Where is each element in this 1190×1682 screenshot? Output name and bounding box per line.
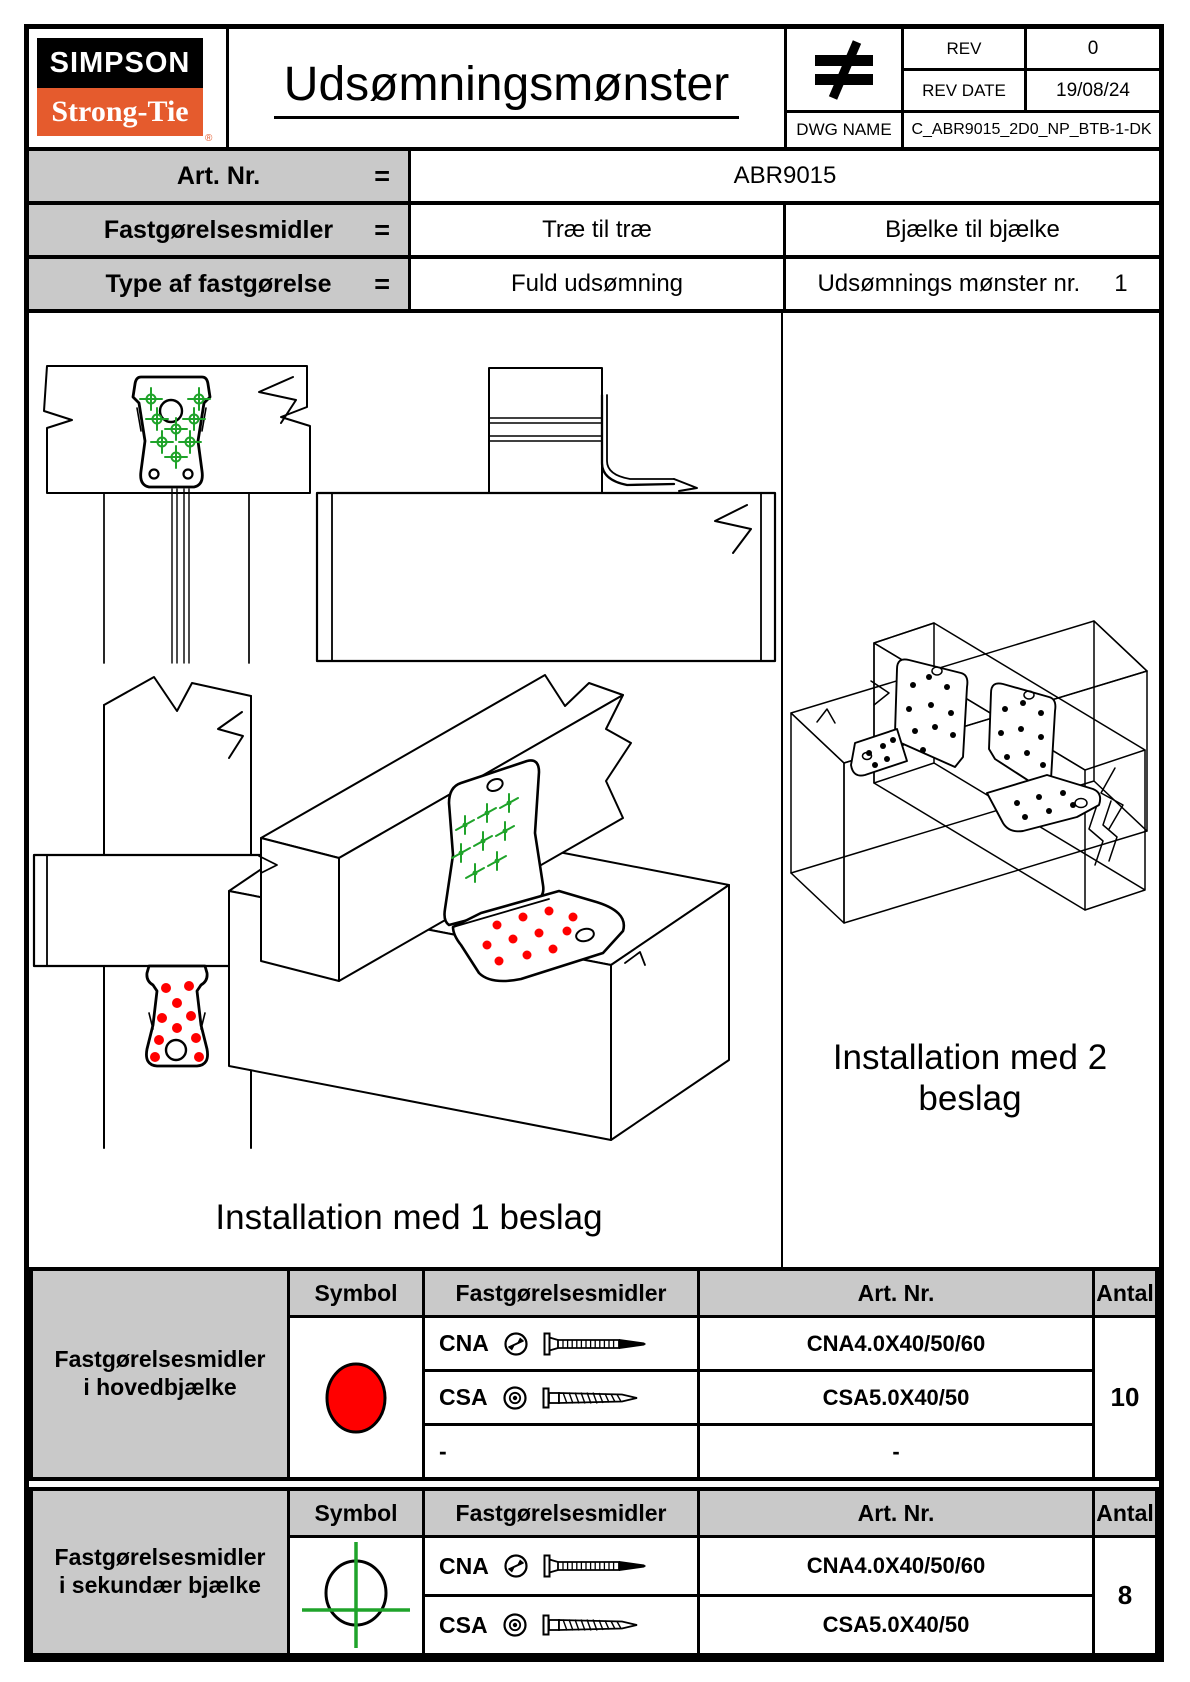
nail-drawing-icon [543,1331,648,1357]
fastener-row-csa [425,1372,697,1423]
pattern-number-cell [783,259,1159,309]
info-label-text: Type af fastgørelse [105,269,332,298]
section-label-line1: Fastgørelsesmidler [54,1544,266,1571]
simpson-logo-box: SIMPSON [37,38,203,88]
fastener-code: CNA [439,1552,489,1579]
sheet-header [29,29,1159,147]
fastener-row-empty: - [425,1426,697,1477]
rev-date-value: 19/08/24 [1027,71,1159,110]
rev-value: 0 [1027,29,1159,68]
green-crosshair-circle-symbol [290,1538,422,1653]
caption-one-bracket: Installation med 1 beslag [215,1198,603,1237]
info-row-art-nr [29,151,1159,201]
title-block [787,29,1159,147]
column-header-qty: Antal [1095,1491,1155,1535]
column-header-fastener: Fastgørelsesmidler [425,1491,697,1535]
projection-not-equal-icon [787,29,901,110]
qty-value-main-beam: 10 [1095,1318,1155,1477]
wood-to-wood-value: Træ til træ [542,216,652,243]
art-nr-value: CNA4.0X40/50/60 [700,1538,1092,1594]
fastener-code: CSA [439,1611,488,1638]
caption-two-brackets [780,1037,1160,1120]
info-label-text: Fastgørelsesmidler [103,215,334,244]
sheet-title [229,29,787,147]
sheet-title-text: Udsømningsmønster [274,57,739,119]
fastener-code: CSA [439,1384,488,1410]
info-label [29,259,411,309]
dwg-name-value: C_ABR9015_2D0_NP_BTB-1-DK [904,113,1159,147]
art-nr-value: CSA5.0X40/50 [700,1372,1092,1423]
sheet-frame [24,24,1164,1662]
column-header-fastener: Fastgørelsesmidler [425,1271,697,1315]
rev-date-label: REV DATE [904,71,1024,110]
screw-drawing-icon [542,1612,647,1638]
fastener-code: CNA [439,1330,489,1356]
pattern-number-value: 1 [1114,270,1128,297]
column-header-symbol: Symbol [290,1271,422,1315]
beam-to-beam-value: Bjælke til bjælke [783,205,1159,255]
side-view-drawing [317,368,775,661]
isometric-one-bracket-drawing [229,675,729,1140]
fastener-row-cna [425,1538,697,1594]
fastener-row-csa [425,1597,697,1653]
info-row-fastener-type [29,205,1159,255]
pattern-number-label: Udsømnings mønster nr. [817,270,1081,297]
csa-screw-icon [502,1385,528,1411]
fastener-table-secondary-beam [29,1487,1159,1657]
red-filled-circle-symbol [290,1318,422,1477]
art-nr-value: CSA5.0X40/50 [700,1597,1092,1653]
csa-screw-icon [502,1612,528,1638]
section-label-line2: i hovedbjælke [83,1374,237,1400]
section-label-secondary-beam [33,1491,287,1653]
brand-logo [29,29,229,147]
fastener-row-cna [425,1318,697,1369]
cna-nail-icon [503,1331,529,1357]
caption-two-brackets-line1: Installation med 2 [832,1038,1108,1077]
nail-drawing-icon [543,1553,648,1579]
dwg-name-label: DWG NAME [787,113,901,147]
art-nr-empty: - [700,1426,1092,1477]
rev-label: REV [904,29,1024,68]
section-label-main-beam [33,1271,287,1477]
section-label-line1: Fastgørelsesmidler [54,1346,266,1373]
screw-drawing-icon [542,1385,647,1411]
drawing-area [29,313,1159,1267]
cna-nail-icon [503,1553,529,1579]
equals-sign: = [374,268,390,299]
art-nr-value: ABR9015 [733,162,837,189]
column-header-art-nr: Art. Nr. [700,1271,1092,1315]
info-row-fixing-type [29,259,1159,309]
art-nr-value: CNA4.0X40/50/60 [700,1318,1092,1369]
column-header-qty: Antal [1095,1271,1155,1315]
equals-sign: = [374,160,390,191]
strongtie-logo-box: Strong-Tie [37,88,203,136]
equals-sign: = [374,214,390,245]
technical-drawing-svg [29,313,1159,1267]
registered-mark: ® [205,133,213,144]
column-header-art-nr: Art. Nr. [700,1491,1092,1535]
info-label-text: Art. Nr. [176,161,261,190]
info-label [29,151,411,201]
section-label-line2: i sekundær bjælke [59,1572,261,1598]
isometric-two-brackets-drawing [791,621,1147,923]
fastener-table-main-beam [29,1267,1159,1481]
caption-two-brackets-line2: beslag [918,1079,1022,1119]
info-label [29,205,411,255]
qty-value-secondary-beam: 8 [1095,1538,1155,1653]
full-nailing-value: Fuld udsømning [510,270,684,297]
column-header-symbol: Symbol [290,1491,422,1535]
front-view-drawing [44,366,310,663]
